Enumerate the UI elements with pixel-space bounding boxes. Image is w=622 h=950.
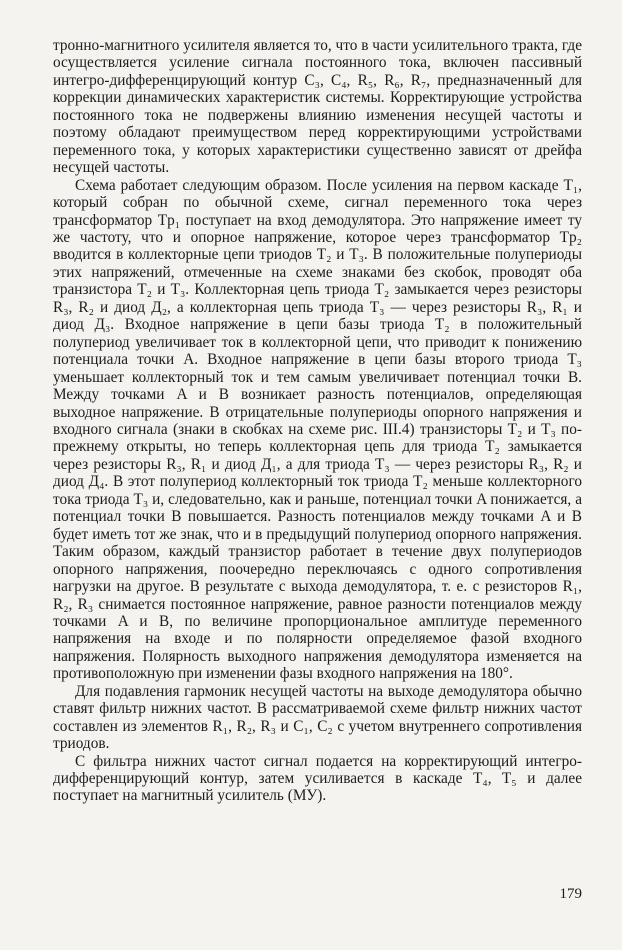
paragraph-1: тронно-магнитного усилителя является то, что в части усилительного тракта, где осуществляется усиление сигнала постоянного тока, включен пассивный интегро-дифференцирующий контур C₃, C₄, R₅, R₆, R₇, предназначенный для коррекции динамических характеристик системы. Корректирующие устройства постоянного тока не подвержены влиянию изменения несущей частоты и поэтому обладают преимуществом перед корректирующими устройствами переменного тока, у которых характеристики существенно зависят от дрейфа несущей частоты. xyxy=(53,37,582,177)
paragraph-3: Для подавления гармоник несущей частоты на выходе демодулятора обычно ставят фильтр нижних частот. В рассматриваемой схеме фильтр нижних частот составлен из элементов R₁, R₂, R₃ и C₁, C₂ с учетом внутреннего сопротивления триодов. xyxy=(53,682,582,753)
page-number: 179 xyxy=(559,886,582,902)
paragraph-4: С фильтра нижних частот сигнал подается на корректирующий интегро-дифференцирующий контур, затем усиливается в каскаде T₄, T₅ и далее поступает на магнитный усилитель (MУ). xyxy=(53,752,582,805)
paragraph-2: Схема работает следующим образом. После усиления на первом каскаде T₁, который собран по обычной схеме, сигнал переменного тока через трансформатор Tp₁ поступает на вход демодулятора. Это напряжение имеет ту же частоту, что и опорное напряжение, которое через трансформатор Tp₂ вводится в коллекторные цепи триодов T₂ и T₃. В положительные полупериоды этих напряжений, отмеченные на схеме знаками без скобок, проводят оба транзистора T₂ и T₃. Коллекторная цепь триода T₂ замыкается через резисторы R₃, R₂ и диод Д₂, а коллекторная цепь триода T₃ — через резисторы R₃, R₁ и диод Д₃. Входное напряжение в цепи базы триода T₂ в положительный полупериод увеличивает ток в коллекторной цепи, что приводит к понижению потенциала точки A. Входное напряжение в цепи базы второго триода T₃ уменьшает коллекторный ток и тем самым увеличивает потенциал точки B. Между точками A и B возникает разность потенциалов, определяющая выходное напряжение. В отрицательные полупериоды опорного напряжения и входного сигнала (знаки в скобках на схеме рис. III.4) транзисторы T₂ и T₃ по-прежнему открыты, но теперь коллекторная цепь для триода T₂ замыкается через резисторы R₃, R₁ и диод Д₁, а для триода T₃ — через резисторы R₃, R₂ и диод Д₄. В этот полупериод коллекторный ток триода T₂ меньше коллекторного тока триода T₃ и, следовательно, как и раньше, потенциал точки A понижается, а потенциал точки B повышается. Разность потенциалов между точками A и B будет иметь тот же знак, что и в предыдущий полупериод опорного напряжения. Таким образом, каждый транзистор работает в течение двух полупериодов опорного напряжения, поочередно переключаясь с одного сопротивления нагрузки на другое. В результате с выхода демодулятора, т. е. с резисторов R₁, R₂, R₃ снимается постоянное напряжение, равное разности потенциалов между точками A и B, по величине пропорциональное амплитуде переменного напряжения на входе и по полярности определяемое фазой входного напряжения. Полярность выходного напряжения демодулятора изменяется на противоположную при изменении фазы входного напряжения на 180°. xyxy=(53,176,582,683)
